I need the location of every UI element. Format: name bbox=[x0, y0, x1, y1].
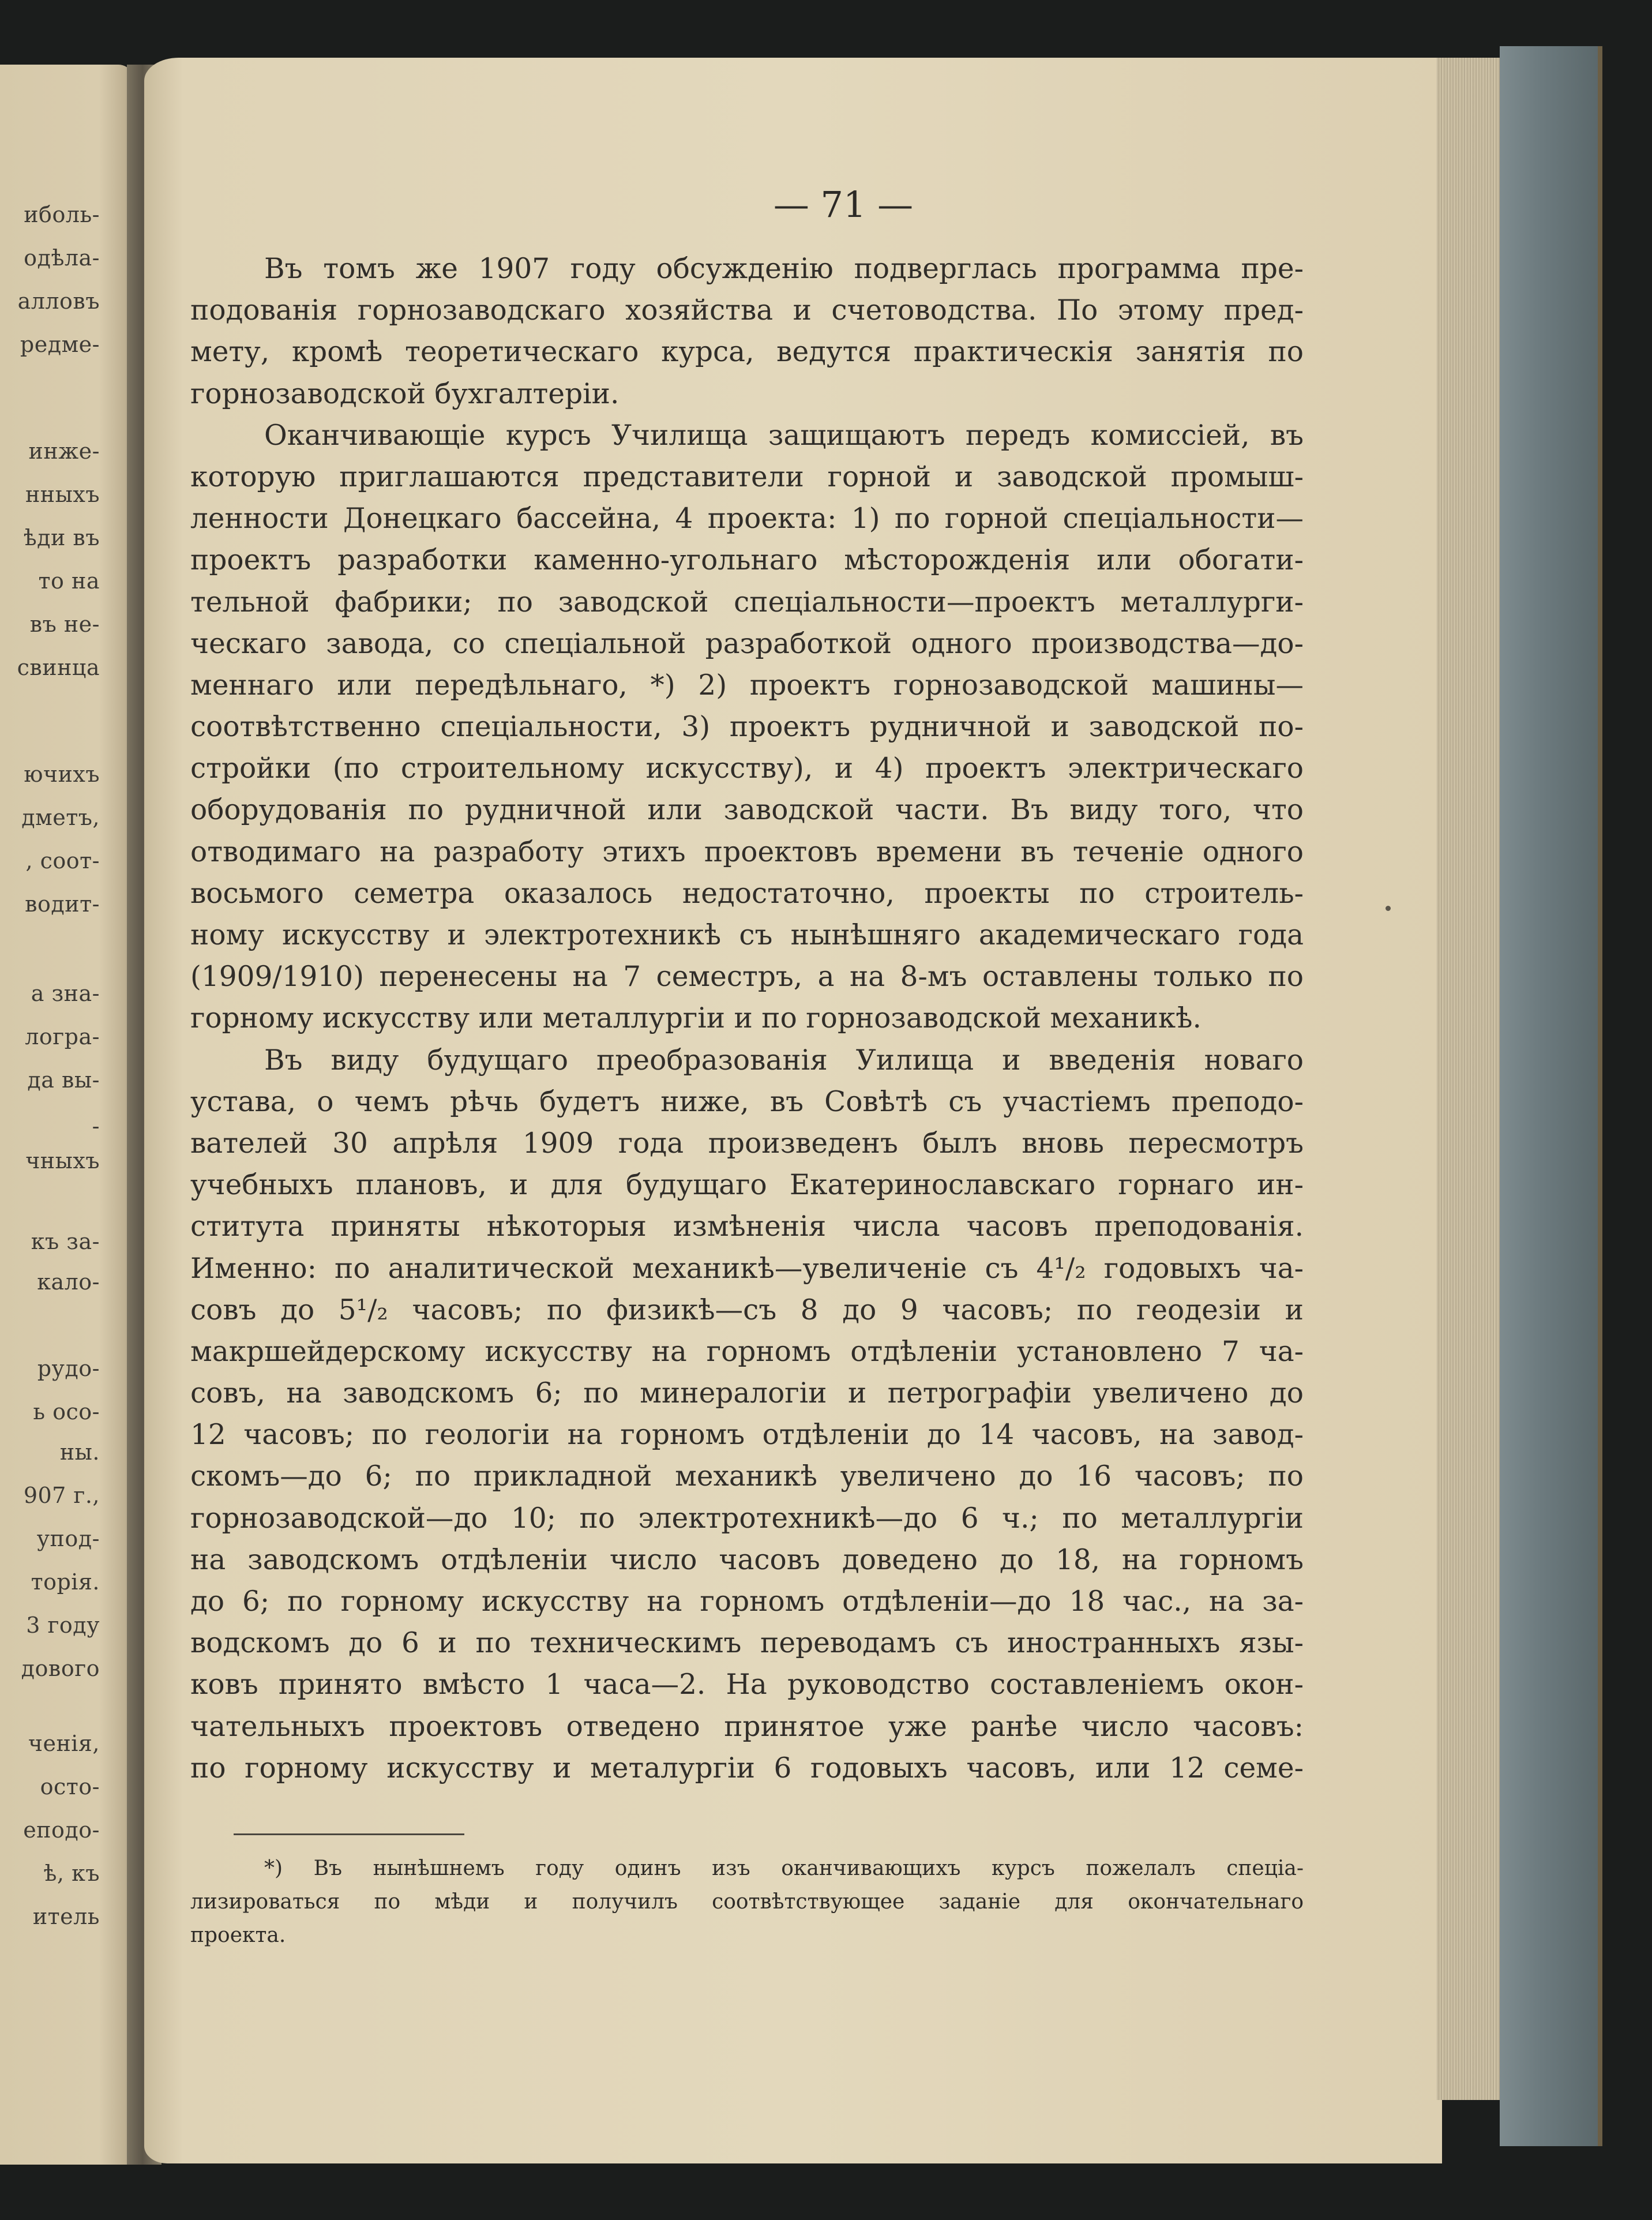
left-page-fragment: ѣди въ bbox=[23, 525, 100, 550]
book-cover-edge bbox=[1500, 46, 1602, 2146]
text-line: чательныхъ проектовъ отведено принятое уже ранѣе число часовъ: bbox=[190, 1710, 1304, 1743]
text-line: горнозаводской—до 10; по электротехникѣ—до 6 ч.; по металлургіи bbox=[190, 1502, 1304, 1535]
text-line: совъ, на заводскомъ 6; по минералогіи и петрографіи увеличено до bbox=[190, 1377, 1304, 1410]
text-line: Оканчивающіе курсъ Училища защищаютъ передъ комиссіей, въ bbox=[264, 419, 1304, 452]
text-line: скомъ—до 6; по прикладной механикѣ увеличено до 16 часовъ; по bbox=[190, 1460, 1304, 1493]
footnote-line: проекта. bbox=[190, 1923, 286, 1947]
left-page-fragment: 3 году bbox=[26, 1612, 100, 1638]
text-line: ческаго завода, со спеціальной разработкой одного производства—до- bbox=[190, 627, 1304, 660]
left-page-fragment: ючихъ bbox=[24, 762, 100, 787]
paragraph bbox=[190, 1040, 1304, 1789]
body-text bbox=[190, 248, 1304, 1789]
text-line: ному искусству и электротехникѣ съ нынѣшняго академическаго года bbox=[190, 919, 1304, 951]
left-page-fragment: ь осо- bbox=[33, 1399, 100, 1424]
text-line: на заводскомъ отдѣленіи число часовъ доведено до 18, на горномъ bbox=[190, 1543, 1304, 1576]
ink-speck bbox=[1386, 906, 1391, 911]
text-line: устава, о чемъ рѣчь будетъ ниже, въ Совѣтѣ съ участіемъ преподо- bbox=[190, 1085, 1304, 1118]
left-page-fragment: дметъ, bbox=[21, 805, 100, 830]
left-page-fragment: упод- bbox=[36, 1526, 100, 1551]
left-page-fragment: логра- bbox=[25, 1024, 100, 1049]
footnote-rule bbox=[234, 1833, 464, 1835]
text-line: ковъ принято вмѣсто 1 часа—2. На руководство составленіемъ окон- bbox=[190, 1668, 1304, 1701]
left-page-fragment: рудо- bbox=[37, 1356, 100, 1381]
left-page-fragment: въ не- bbox=[29, 612, 100, 637]
text-line: горному искусству или металлургіи и по горнозаводской механикѣ. bbox=[190, 1002, 1202, 1035]
paragraph bbox=[190, 415, 1304, 1040]
left-page-fragment: инже- bbox=[28, 438, 100, 464]
text-line: отводимаго на разработу этихъ проектовъ времени въ теченіе одного bbox=[190, 835, 1304, 868]
text-line: горнозаводской бухгалтеріи. bbox=[190, 377, 620, 410]
left-page-fragment: чныхъ bbox=[25, 1148, 100, 1173]
text-line: Въ виду будущаго преобразованія Уилища и введенія новаго bbox=[264, 1044, 1304, 1077]
text-line: Въ томъ же 1907 году обсужденію подверглась программа пре- bbox=[264, 253, 1304, 285]
left-page-fragment: редме- bbox=[20, 332, 100, 357]
page-number: — 71 — bbox=[773, 183, 914, 226]
left-page-fragment: водит- bbox=[25, 891, 100, 917]
left-page-fragment: осто- bbox=[40, 1774, 100, 1799]
left-page-fragment: да вы- bbox=[27, 1067, 100, 1093]
text-line: 12 часовъ; по геологіи на горномъ отдѣленіи до 14 часовъ, на завод- bbox=[190, 1419, 1304, 1452]
text-line: совъ до 5¹/₂ часовъ; по физикѣ—съ 8 до 9 часовъ; по геодезіи и bbox=[190, 1293, 1304, 1326]
text-line: стройки (по строительному искусству), и 4) проектъ электрическаго bbox=[190, 752, 1304, 785]
left-page-fragment: ѣ, къ bbox=[43, 1861, 100, 1886]
text-line: по горному искусству и металургіи 6 годовыхъ часовъ, или 12 семе- bbox=[190, 1752, 1304, 1784]
left-page-fragment: еподо- bbox=[23, 1817, 100, 1843]
text-line: учебныхъ плановъ, и для будущаго Екатеринославскаго горнаго ин- bbox=[190, 1169, 1304, 1202]
left-page-fragment: одѣла- bbox=[24, 245, 100, 271]
text-line: тельной фабрики; по заводской спеціальности—проектъ металлурги- bbox=[190, 586, 1304, 618]
left-page-fragment: кало- bbox=[37, 1269, 100, 1295]
text-line: водскомъ до 6 и по техническимъ переводамъ съ иностранныхъ язы- bbox=[190, 1627, 1304, 1660]
text-line: меннаго или передѣльнаго, *) 2) проектъ горнозаводской машины— bbox=[190, 669, 1304, 702]
text-line: (1909/1910) перенесены на 7 семестръ, а на 8-мъ оставлены только по bbox=[190, 961, 1304, 993]
left-page-fragment: , соот- bbox=[25, 848, 100, 873]
left-page-fragment: 907 г., bbox=[23, 1483, 100, 1508]
left-page-fragment: - bbox=[92, 1113, 100, 1139]
page-edges bbox=[1436, 58, 1505, 2100]
paragraph bbox=[190, 248, 1304, 415]
text-line: восьмого семетра оказалось недостаточно, проекты по строитель- bbox=[190, 877, 1304, 910]
text-line: ленности Донецкаго бассейна, 4 проекта: 1) по горной спеціальности— bbox=[190, 502, 1304, 535]
left-page-fragment: ченія, bbox=[28, 1731, 100, 1756]
footnote-line: лизироваться по мѣди и получилъ соотвѣтствующее заданіе для окончательнаго bbox=[190, 1890, 1304, 1914]
text-line: проектъ разработки каменно-угольнаго мѣсторожденія или обогати- bbox=[190, 544, 1304, 577]
left-page-fragment: дового bbox=[21, 1656, 100, 1681]
text-line: оборудованія по рудничной или заводской части. Въ виду того, что bbox=[190, 794, 1304, 827]
left-page-fragment: къ за- bbox=[31, 1229, 100, 1254]
left-page-fragment: ны. bbox=[59, 1439, 100, 1465]
footnote-line: *) Въ нынѣшнемъ году одинъ изъ оканчивающихъ курсъ пожелалъ спеціа- bbox=[264, 1857, 1304, 1880]
text-line: до 6; по горному искусству на горномъ отдѣленіи—до 18 час., на за- bbox=[190, 1585, 1304, 1618]
text-line: макршейдерскому искусству на горномъ отдѣленіи установлено 7 ча- bbox=[190, 1335, 1304, 1368]
left-page-fragment: торія. bbox=[31, 1569, 100, 1595]
left-page-fragment: то на bbox=[38, 568, 100, 594]
left-page-fragment: а зна- bbox=[31, 981, 100, 1006]
text-line: подованія горнозаводскаго хозяйства и счетоводства. По этому пред- bbox=[190, 294, 1304, 327]
footnote bbox=[190, 1852, 1304, 1952]
text-line: которую приглашаются представители горной и заводской промыш- bbox=[190, 460, 1304, 493]
left-page-fragment: итель bbox=[32, 1904, 100, 1929]
text-line: Именно: по аналитической механикѣ—увеличеніе съ 4¹/₂ годовыхъ ча- bbox=[190, 1252, 1304, 1285]
text-line: соотвѣтственно спеціальности, 3) проектъ рудничной и заводской по- bbox=[190, 711, 1304, 744]
text-line: ститута приняты нѣкоторыя измѣненія числа часовъ преподованія. bbox=[190, 1210, 1304, 1243]
left-page-fragment: ибoль- bbox=[24, 202, 100, 227]
left-page-fragment: свинца bbox=[17, 655, 100, 680]
left-facing-page bbox=[0, 65, 141, 2165]
text-line: вателей 30 апрѣля 1909 года произведенъ былъ вновь пересмотръ bbox=[190, 1127, 1304, 1160]
text-line: мету, кромѣ теоретическаго курса, ведутся практическія занятія по bbox=[190, 336, 1304, 369]
left-page-fragment: алловъ bbox=[17, 288, 100, 314]
left-page-fragment: нныхъ bbox=[25, 482, 100, 507]
